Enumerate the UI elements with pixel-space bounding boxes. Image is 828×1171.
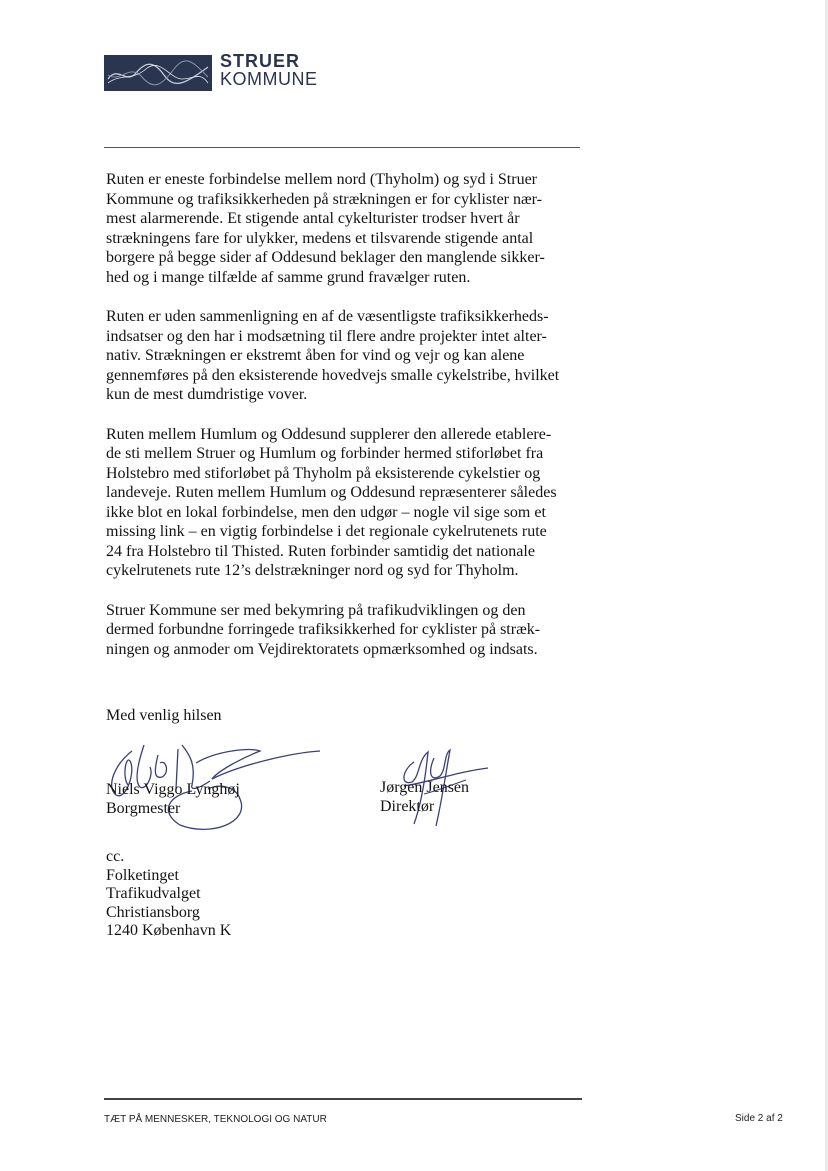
struer-logo-text xyxy=(220,52,318,88)
signatory-right xyxy=(380,778,469,816)
signatory-left xyxy=(106,780,240,818)
footer-slogan: TÆT PÅ MENNESKER, TEKNOLOGI OG NATUR xyxy=(104,1114,327,1125)
paragraph-4: Struer Kommune ser med bekymring på trafikudviklingen og den dermed forbundne forringede trafiksikkerhed for cyklister på stræk- ningen og anmoder om Vejdirektoratets opmærksomhed og indsats. xyxy=(106,601,541,658)
signatory-right-title: Direktør xyxy=(380,798,435,815)
signatory-left-title: Borgmester xyxy=(106,800,181,817)
paragraph-1: Ruten er eneste forbindelse mellem nord (Thyholm) og syd i Struer Kommune og trafiksikkerheden på strækningen er for cyklister nær- mest alarmerende. Et stigende antal cykelturister trodser hvert år strækningens fare for ulykker, medens et tilsvarende stigende antal borgere på begge sider af Oddesund beklager den manglende sikker- hed og i mange tilfælde af samme grund fravælger ruten. xyxy=(106,171,545,286)
page-number: Side 2 af 2 xyxy=(735,1113,783,1124)
paragraph-3: Ruten mellem Humlum og Oddesund supplerer den allerede etablere- de sti mellem Struer og Humlum og forbinder hermed stiforløbet fra Holstebro med stiforløbet på Thyholm på eksisterende cykelstier og landeveje. Ruten mellem Humlum og Oddesund repræsenterer således ikke blot en lokal forbindelse, men den udgør – nogle vil sige som et missing link – en vigtig forbindelse i det regionale cykelrutenets rute 24 fra Holstebro til Thisted. Ruten forbinder samtidig det nationale cykelrutenets rute 12’s delstrækninger nord og syd for Thyholm. xyxy=(106,425,557,579)
logo-line-1: STRUER xyxy=(220,51,301,71)
logo-line-2: KOMMUNE xyxy=(220,69,318,89)
struer-logo-wave-icon xyxy=(104,55,212,91)
letter-body xyxy=(106,170,584,679)
cc-list: cc. Folketinget Trafikudvalget Christiansborg 1240 København K xyxy=(106,848,232,939)
header-rule xyxy=(104,147,580,148)
footer-rule xyxy=(104,1098,582,1100)
closing-greeting: Med venlig hilsen xyxy=(106,707,222,724)
signatory-left-name: Niels Viggo Lynghøj xyxy=(106,781,240,798)
paragraph-2: Ruten er uden sammenligning en af de væsentligste trafiksikkerheds- indsatser og den har i modsætning til flere andre projekter intet alter- nativ. Strækningen er ekstremt åben for vind og vejr og kan alene gennemføres på den eksisterende hovedvejs smalle cykelstribe, hvilket kun de mest dumdristige vover. xyxy=(106,308,560,403)
signatory-right-name: Jørgen Jensen xyxy=(380,779,470,796)
